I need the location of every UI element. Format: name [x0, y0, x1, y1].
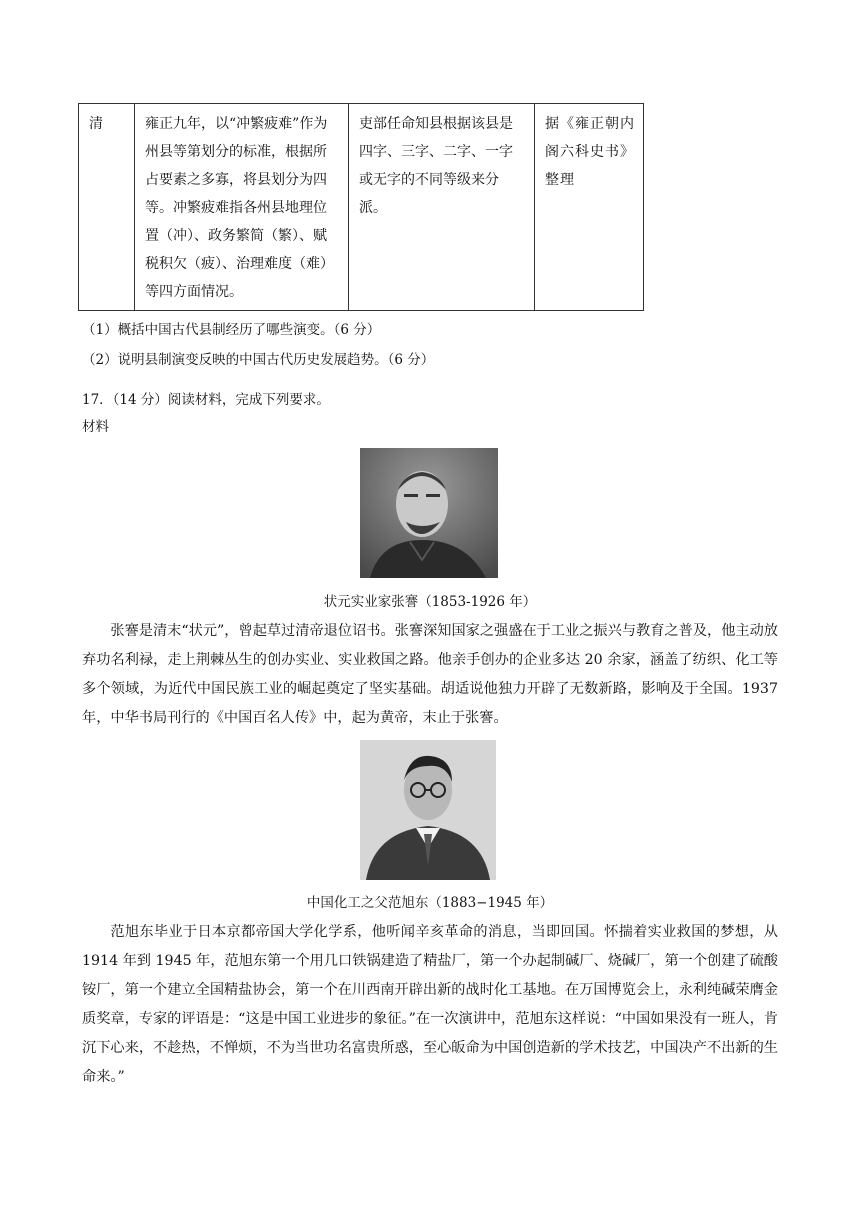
portrait-photo-fan-xudong: [360, 740, 496, 880]
question-2: （2）说明县制演变反映的中国古代历史发展趋势。（6 分）: [82, 352, 435, 368]
fan-xudong-paragraph: 范旭东毕业于日本京都帝国大学化学系，他听闻辛亥革命的消息，当即回国。怀揣着实业救国的梦想，从 1914 年到 1945 年，范旭东第一个用几口铁锅建造了精盐厂，第一个办起制碱厂、烧碱厂，第一个创建了硫酸铵厂，第一个建立全国精盐协会，第一个在川西南开辟出新的战时化工基地。在万国博览会上，永利纯碱荣膺金质奖章，专家的评语是：“这是中国工业进步的象征。”在一次演讲中，范旭东这样说：“中国如果没有一班人，肯沉下心来，不趁热，不惮烦，不为当世功名富贵所惑，至心皈命为中国创造新的学术技艺，中国决产不出新的生命来。”: [82, 924, 778, 1085]
content-cell: 雍正九年，以“冲繁疲难”作为州县等第划分的标准，根据所占要素之多寡，将县划分为四等。冲繁疲难指各州县地理位置（冲）、政务繁简（繁）、赋税积欠（疲）、治理难度（难）等四方面情况。: [135, 104, 349, 311]
appointment-cell: 吏部任命知县根据该县是四字、三字、二字、一字或无字的不同等级来分派。: [349, 104, 535, 311]
portrait-photo-zhang-jian: [360, 448, 498, 578]
portrait-caption-fan-xudong: 中国化工之父范旭东（1883−1945 年）: [306, 895, 554, 911]
county-system-table: [78, 103, 644, 311]
zhang-jian-paragraph: 张謇是清末“状元”，曾起草过清帝退位诏书。张謇深知国家之强盛在于工业之振兴与教育之普及，他主动放弃功名利禄，走上荆棘丛生的创办实业、实业救国之路。他亲手创办的企业多达 20 余家，涵盖了纺织、化工等多个领域，为近代中国民族工业的崛起奠定了坚实基础。胡适说他独力开辟了无数新路，影响及于全国。1937 年，中华书局刊行的《中国百名人传》中，起为黄帝，末止于张謇。: [82, 623, 778, 726]
source-cell: [535, 104, 644, 311]
portrait-caption-zhang-jian: 状元实业家张謇（1853-1926 年）: [323, 594, 537, 610]
table-row: [79, 104, 644, 311]
material-label: 材料: [82, 419, 109, 435]
question-17-heading: 17．（14 分）阅读材料，完成下列要求。: [82, 392, 330, 408]
question-1: （1）概括中国古代县制经历了哪些演变。（6 分）: [82, 322, 381, 338]
source-text: 据《雍正朝内阁六科史书》整理: [545, 116, 635, 188]
dynasty-cell: 清: [79, 104, 135, 311]
